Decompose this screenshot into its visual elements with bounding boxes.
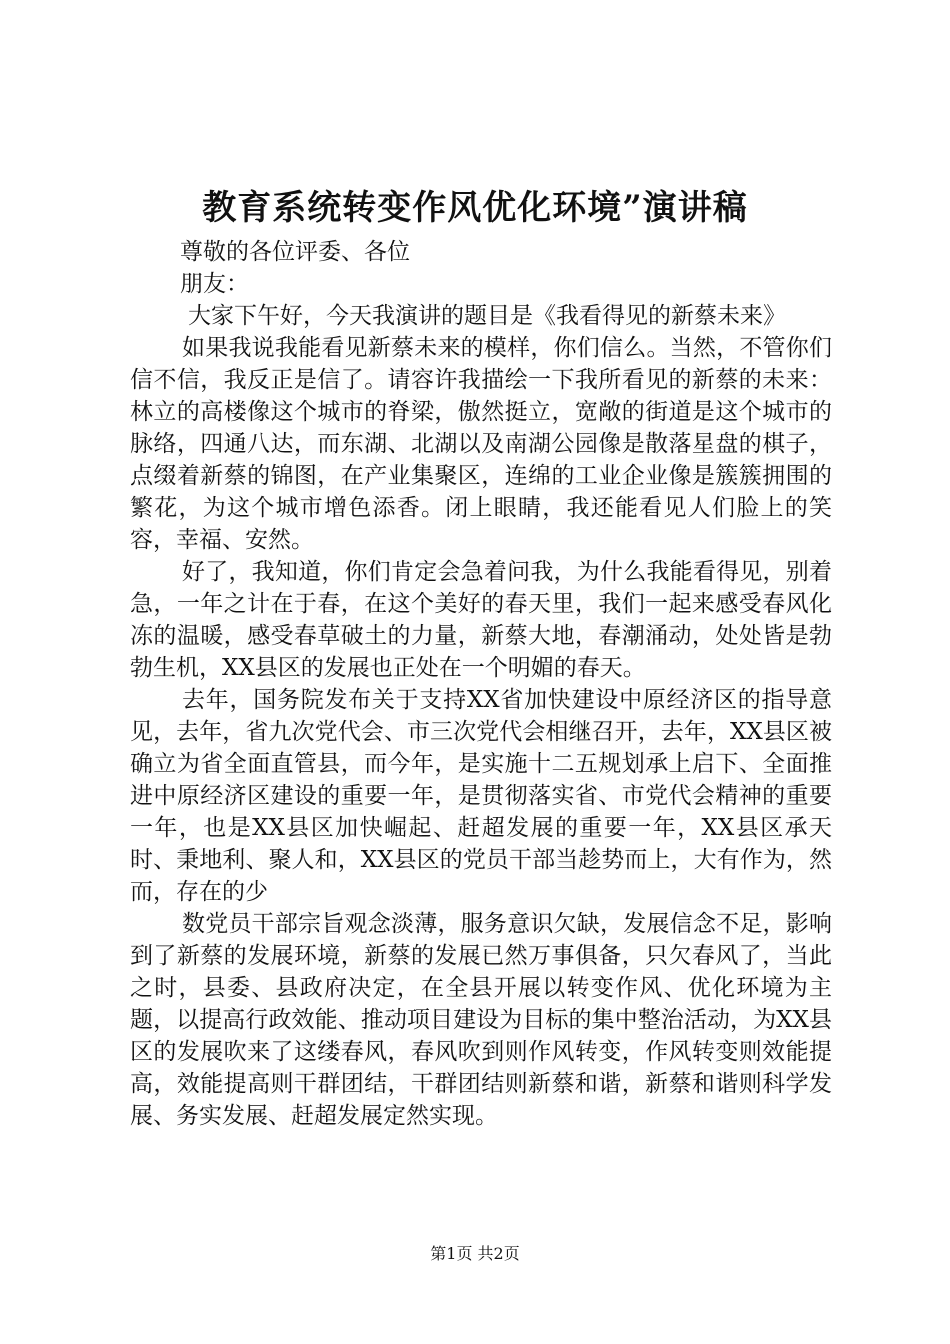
paragraph-vision: 如果我说我能看见新蔡未来的模样，你们信么。当然，不管你们信不信，我反正是信了。请容许我描绘一下我所看见的新蔡的未来：林立的高楼像这个城市的脊梁，傲然挺立，宽敞的街道是这个城市的脉络，四通八达，而东湖、北湖以及南湖公园像是散落星盘的棋子，点缀着新蔡的锦图，在产业集聚区，连绵的工业企业像是簇簇拥围的繁花，为这个城市增色添香。闭上眼睛，我还能看见人们脸上的笑容，幸福、安然。 [130, 335, 832, 553]
salutation-line-2: 朋友： [180, 271, 249, 297]
document-title: 教育系统转变作风优化环境”演讲稿 [202, 188, 748, 228]
document-body [130, 236, 832, 1132]
salutation-line-1: 尊敬的各位评委、各位 [180, 239, 410, 265]
paragraph-spring: 好了，我知道，你们肯定会急着问我，为什么我能看得见，别着急，一年之计在于春，在这个美好的春天里，我们一起来感受春风化冻的温暖，感受春草破土的力量，新蔡大地，春潮涌动，处处皆是勃勃生机，XX县区的发展也正处在一个明媚的春天。 [130, 559, 832, 681]
paragraph-greeting: 大家下午好，今天我演讲的题目是《我看得见的新蔡未来》 [188, 303, 786, 329]
paragraph-policy: 去年，国务院发布关于支持XX省加快建设中原经济区的指导意见，去年，省九次党代会、市三次党代会相继召开，去年，XX县区被确立为省全面直管县，而今年，是实施十二五规划承上启下、全面推进中原经济区建设的重要一年，是贯彻落实省、市党代会精神的重要一年，也是XX县区加快崛起、赶超发展的重要一年，XX县区承天时、秉地利、聚人和，XX县区的党员干部当趁势而上，大有作为，然而，存在的少 [130, 687, 832, 905]
paragraph-campaign: 数党员干部宗旨观念淡薄，服务意识欠缺，发展信念不足，影响到了新蔡的发展环境，新蔡的发展已然万事俱备，只欠春风了，当此之时，县委、县政府决定，在全县开展以转变作风、优化环境为主题，以提高行政效能、推动项目建设为目标的集中整治活动，为XX县区的发展吹来了这缕春风，春风吹到则作风转变，作风转变则效能提高，效能提高则干群团结，干群团结则新蔡和谐，新蔡和谐则科学发展、务实发展、赶超发展定然实现。 [130, 911, 832, 1129]
page-footer: 第1页 共2页 [430, 1244, 520, 1263]
